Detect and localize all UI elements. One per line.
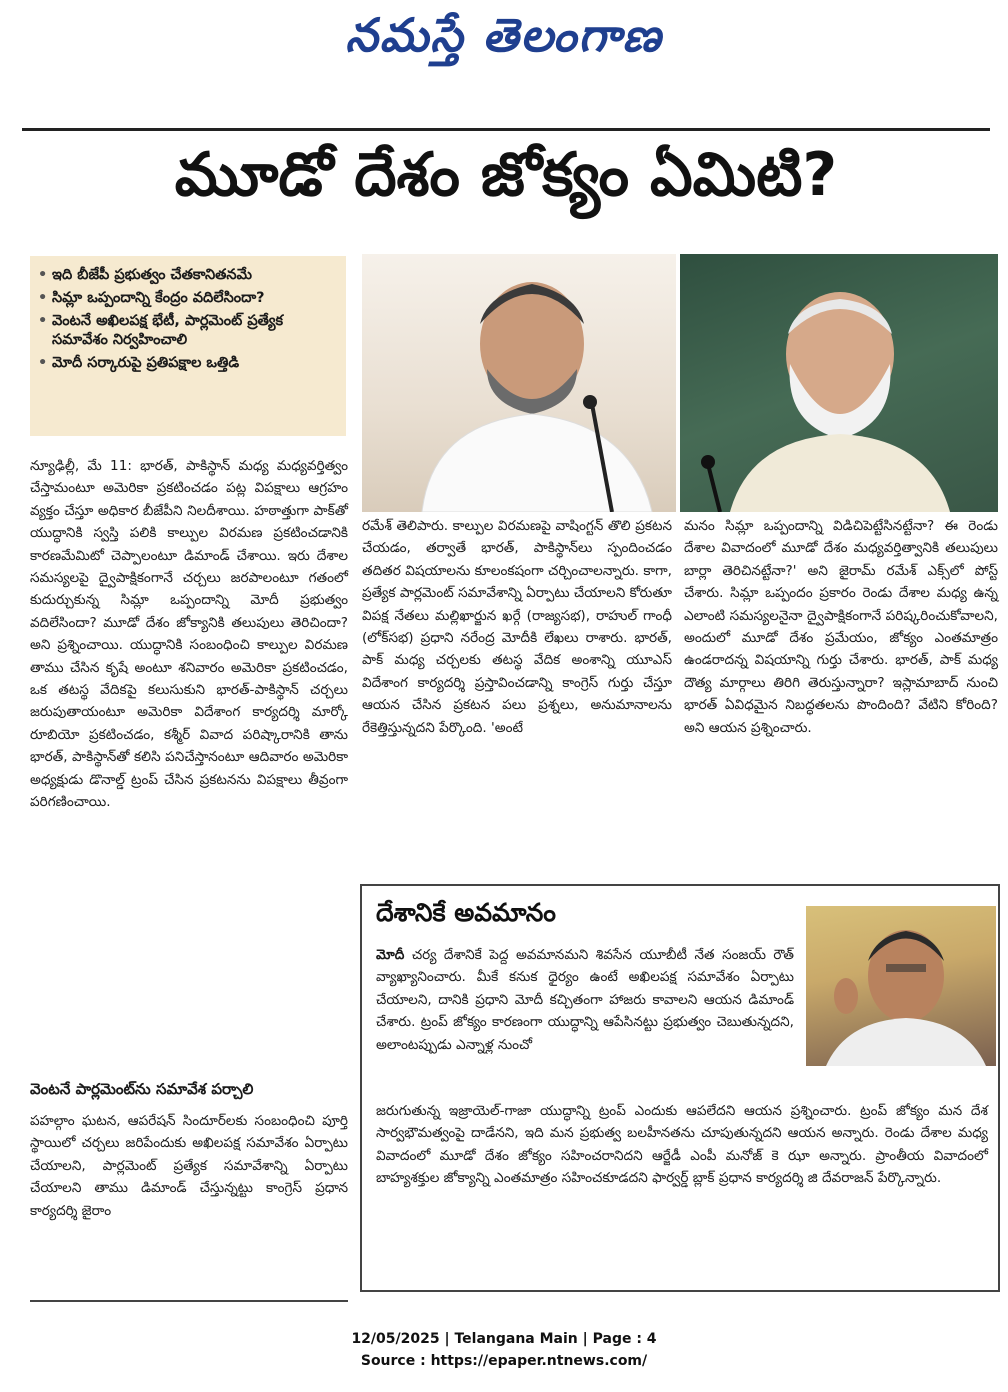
photo-sanjay-raut — [806, 906, 996, 1066]
masthead-divider — [22, 128, 990, 131]
footer-date-page: 12/05/2025 | Telangana Main | Page : 4 — [351, 1331, 657, 1347]
highlight-item: • వెంటనే అఖిలపక్ష భేటీ, పార్లమెంట్ ప్రత్యేక సమావేశం నిర్వహించాలి — [38, 313, 284, 348]
article-column-1: న్యూఢిల్లీ, మే 11: భారత్, పాకిస్థాన్ మధ్య మధ్యవర్తిత్వం చేస్తామంటూ అమెరికా ప్రకటించడం పట్ల విపక్షాలు ఆగ్రహం వ్యక్తం చేస్తూ అధికార బీజేపీని నిలదీశాయి. హఠాత్తుగా పాక్‌తో యుద్ధానికి స్వస్తి పలికి కాల్పుల విరమణ ప్రకటించడానికి కారణమేమిటో చెప్పాలంటూ డిమాండ్ చేశాయి. ఇరు దేశాల సమస్యలపై ద్వైపాక్షికంగానే చర్చలు జరపాలంటూ గతంలో కుదుర్చుకున్న సిమ్లా ఒప్పందాన్ని మోదీ ప్రభుత్వం వదిలేసిందా? మూడో దేశం జోక్యానికి తలుపులు తెరిచిందా? అని ప్రశ్నించాయి. యుద్ధానికి సంబంధించి కాల్పుల విరమణ తాము చేసిన కృషే అంటూ శనివారం అమెరికా ప్రకటించడం, ఒక తటస్థ వేదికపై కలుసుకుని భారత్-పాకిస్థాన్ చర్చలు జరుపుతాయంటూ అమెరికా విదేశాంగ కార్యదర్శి మార్కో రూబియో ప్రకటించడం, కశ్మీర్ వివాద పరిష్కారానికి తాను భారత్, పాకిస్థాన్‌తో కలిసి పనిచేస్తానంటూ ఆదివారం అమెరికా అధ్యక్షుడు డొనాల్డ్ ట్రంప్ చేసిన ప్రకటనను విపక్షాలు తీవ్రంగా పరిగణించాయి. — [30, 458, 348, 811]
article-column-1-continued: పహల్గాం ఘటన, ఆపరేషన్ సిందూర్‌లకు సంబంధించి పూర్తి స్థాయిలో చర్చలు జరిపేందుకు అఖిలపక్ష సమావేశం ఏర్పాటు చేయాలని, పార్లమెంట్ ప్రత్యేక సమావేశాన్ని ఏర్పాటు చేయాలని తాము డిమాండ్ చేస్తున్నట్టు కాంగ్రెస్ ప్రధాన కార్యదర్శి జైరాం — [30, 1113, 348, 1219]
sidebar-story-title: దేశానికే అవమానం — [376, 898, 556, 927]
sidebar-story-text: మోదీ చర్య దేశానికే పెద్ద అవమానమని శివసేన యూబీటీ నేత సంజయ్ రౌత్ వ్యాఖ్యానించారు. మీకే కనుక ధైర్యం ఉంటే అఖిలపక్ష సమావేశం ఏర్పాటు చేయాలని, దానికి ప్రధాని మోదీ కచ్చితంగా హాజరు కావాలని ఆయన డిమాండ్ చేశారు. ట్రంప్ జోక్యం కారణంగా యుద్ధాన్ని ఆపేసినట్టు ప్రభుత్వం చెబుతున్నదని, అలాంటప్పుడు ఎన్నాళ్ల నుంచో — [376, 947, 794, 1053]
article-subheading: వెంటనే పార్లమెంట్‌ను సమావేశ పర్చాలి — [30, 1080, 254, 1098]
article-column-3: మనం సిమ్లా ఒప్పందాన్ని విడిచిపెట్టేసినట్టేనా? ఈ రెండు దేశాల వివాదంలో మూడో దేశం మధ్యవర్తిత్వానికి తలుపులు బార్లా తెరిచినట్టేనా?' అని జైరామ్ రమేశ్ ఎక్స్‌లో పోస్ట్ చేశారు. సిమ్లా ఒప్పందం ప్రకారం రెండు దేశాల మధ్య ఉన్న ఎలాంటి సమస్యలనైనా ద్వైపాక్షికంగానే పరిష్కరించుకోవాలని, అందులో మూడో దేశం ప్రమేయం, జోక్యం ఎంతమాత్రం ఉండరాదన్న విషయాన్ని గుర్తు చేశారు. భారత్, పాక్ మధ్య దౌత్య మార్గాలు తిరిగి తెరుస్తున్నారా? ఇస్లామాబాద్ నుంచి భారత్ ఏవిధమైన నిబద్ధతలను పొందింది? వేటిని కోరింది? అని ఆయన ప్రశ్నించారు. — [684, 518, 998, 736]
masthead-logo: నమస్తే తెలంగాణ — [345, 8, 663, 62]
page-footer — [0, 1328, 1008, 1372]
highlight-item: • సిమ్లా ఒప్పందాన్ని కేంద్రం వదిలేసిందా? — [38, 290, 265, 306]
article-column-2: రమేశ్ తెలిపారు. కాల్పుల విరమణపై వాషింగ్టన్ తొలి ప్రకటన చేయడం, తర్వాతే భారత్, పాకిస్థాన్‌లు స్పందించడం తదితర విషయాలను కూలంకషంగా చర్చించాలన్నారు. కాగా, ప్రత్యేక పార్లమెంట్ సమావేశాన్ని ఏర్పాటు చేయాలని కోరుతూ విపక్ష నేతలు మల్లిఖార్జున ఖర్గే (రాజ్యసభ), రాహుల్ గాంధీ (లోక్‌సభ) ప్రధాని నరేంద్ర మోదీకి లేఖలు రాశారు. భారత్, పాక్ మధ్య చర్చలకు తటస్థ వేదిక అంశాన్ని యూఎస్ విదేశాంగ కార్యదర్శి ప్రస్తావించడాన్ని కాంగ్రెస్ గుర్తు చేస్తూ ఆయన చేసిన ప్రకటన పలు ప్రశ్నలు, అనుమానాలను రేకెత్తిస్తున్నదని పేర్కొంది. 'అంటే — [362, 518, 672, 736]
highlight-item: • ఇది బీజేపీ ప్రభుత్వం చేతకానితనమే — [38, 267, 252, 283]
headline: మూడో దేశం జోక్యం ఏమిటి? — [174, 140, 838, 210]
photo-narendra-modi — [680, 254, 998, 512]
photo-rahul-gandhi — [362, 254, 676, 512]
footer-source: Source : https://epaper.ntnews.com/ — [360, 1353, 648, 1369]
highlight-item: • మోదీ సర్కారుపై ప్రతిపక్షాల ఒత్తిడి — [38, 355, 240, 371]
column-divider — [30, 1300, 348, 1302]
highlights-box — [30, 256, 346, 436]
sidebar-story-text-continued: జరుగుతున్న ఇజ్రాయెల్-గాజా యుద్ధాన్ని ట్రంప్ ఎందుకు ఆపలేదని ఆయన ప్రశ్నించారు. ట్రంప్ జోక్యం మన దేశ సార్వభౌమత్వంపై దాడేనని, ఇది మన ప్రభుత్వ బలహీనతను చూపుతున్నదని ఆయన అన్నారు. రెండు దేశాల మధ్య వివాదంలో మూడో దేశం జోక్యం సహించరానిదని ఆర్జేడీ ఎంపీ మనోజ్ కె ఝా అన్నారు. ప్రాంతీయ వివాదంలో బాహ్యశక్తుల జోక్యాన్ని ఎంతమాత్రం సహించకూడదని ఫార్వర్డ్ బ్లాక్ ప్రధాన కార్యదర్శి జి దేవరాజన్ పేర్కొన్నారు. — [376, 1103, 988, 1187]
